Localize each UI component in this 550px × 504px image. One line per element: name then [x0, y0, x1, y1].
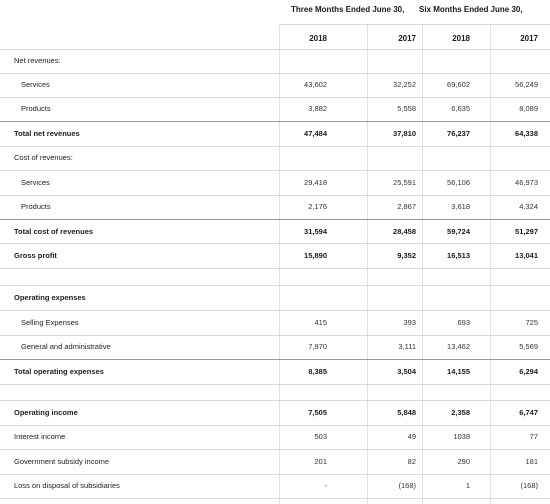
row-label: Gross profit [14, 251, 57, 260]
table-row-products-revenue [0, 97, 550, 121]
header-year-three-months-2018: 2018 [309, 34, 327, 43]
cell-value: 43,602 [304, 80, 327, 89]
cell-value: 2,176 [308, 202, 327, 211]
table-row-operating-income [0, 401, 550, 425]
cell-value: 503 [314, 432, 327, 441]
header-year-three-months-2017: 2017 [398, 34, 416, 43]
row-label: General and administrative [21, 342, 111, 351]
cell-value: - [324, 481, 327, 490]
cell-value: 3,111 [398, 342, 416, 351]
row-label: Total operating expenses [14, 367, 104, 376]
header-year-six-months-2017: 2017 [520, 34, 538, 43]
header-year-six-months-2018: 2018 [452, 34, 470, 43]
row-label: Cost of revenues: [14, 153, 73, 162]
cell-value: 82 [407, 457, 416, 466]
cell-value: 56,249 [515, 80, 538, 89]
cell-value: 181 [525, 457, 538, 466]
table-row-total-net-revenues [0, 122, 550, 146]
cell-value: 290 [457, 457, 470, 466]
row-label: Total cost of revenues [14, 227, 94, 236]
cell-value: 32,252 [393, 80, 416, 89]
cell-value: 7,505 [308, 408, 327, 417]
cell-value: 6,747 [519, 408, 538, 417]
row-label: Operating expenses [14, 293, 86, 302]
header-three-months: Three Months Ended June 30, [291, 5, 405, 14]
cell-value: 201 [314, 457, 327, 466]
row-label: Selling Expenses [21, 318, 79, 327]
row-label: Net revenues: [14, 56, 61, 65]
table-row-government-subsidy-income [0, 450, 550, 474]
cell-value: 46,973 [515, 178, 538, 187]
cell-value: 1 [465, 481, 470, 490]
cell-value: 3,504 [397, 367, 416, 376]
cell-value: 37,810 [393, 129, 416, 138]
table-row-operating-expenses [0, 286, 550, 310]
cell-value: 51,297 [515, 227, 538, 236]
cell-value: 13,462 [447, 342, 470, 351]
table-row-total-operating-expenses [0, 360, 550, 384]
cell-value: 69,602 [447, 80, 470, 89]
row-label: Products [21, 202, 51, 211]
cell-value: 9,352 [397, 251, 416, 260]
table-row-interest-income [0, 425, 550, 449]
cell-value: 28,458 [393, 227, 416, 236]
cell-value: 2,867 [397, 202, 416, 211]
table-row-general-administrative [0, 335, 550, 359]
cell-value: 47,484 [304, 129, 327, 138]
cell-value: 5,558 [397, 104, 416, 113]
cell-value: 16,513 [447, 251, 470, 260]
cell-value: 14,155 [447, 367, 470, 376]
cell-value: 1038 [453, 432, 470, 441]
cell-value: 3,618 [451, 202, 470, 211]
cell-value: 6,635 [451, 104, 470, 113]
table-row-services-revenue [0, 73, 550, 97]
table-row-gross-profit [0, 244, 550, 268]
cell-value: 693 [457, 318, 470, 327]
cell-value: 8,089 [519, 104, 538, 113]
cell-value: 5,569 [519, 342, 538, 351]
cell-value: 4,324 [519, 202, 538, 211]
row-label: Interest income [14, 432, 66, 441]
table-row-services-cost [0, 171, 550, 195]
cell-value: 77 [529, 432, 538, 441]
cell-value: 56,106 [447, 178, 470, 187]
cell-value: 3,882 [308, 104, 327, 113]
row-label: Total net revenues [14, 129, 80, 138]
table-row-net-revenues [0, 49, 550, 73]
row-divider [0, 498, 550, 499]
cell-value: 7,970 [308, 342, 327, 351]
cell-value: 64,338 [515, 129, 538, 138]
cell-value: 13,041 [515, 251, 538, 260]
table-row-cost-of-revenues [0, 146, 550, 170]
table-row-selling-expenses [0, 311, 550, 335]
cell-value: 5,848 [397, 408, 416, 417]
cell-value: 8,385 [308, 367, 327, 376]
cell-value: 49 [407, 432, 416, 441]
row-label: Loss on disposal of subsidiaries [14, 481, 120, 490]
row-label: Operating income [14, 408, 78, 417]
row-label: Services [21, 80, 50, 89]
row-label: Government subsidy income [14, 457, 110, 466]
table-row-total-cost-of-revenues [0, 220, 550, 244]
cell-value: 25,591 [393, 178, 416, 187]
cell-value: 76,237 [447, 129, 470, 138]
cell-value: 15,890 [304, 251, 327, 260]
row-label: Products [21, 104, 51, 113]
cell-value: 2,358 [451, 408, 470, 417]
row-divider [0, 268, 550, 269]
cell-value: 6,294 [519, 367, 538, 376]
cell-value: 393 [403, 318, 416, 327]
cell-value: 725 [525, 318, 538, 327]
header-divider [279, 24, 550, 25]
cell-value: 59,724 [447, 227, 470, 236]
row-label: Services [21, 178, 50, 187]
header-six-months: Six Months Ended June 30, [419, 5, 523, 14]
cell-value: 29,418 [304, 178, 327, 187]
cell-value: (168) [398, 481, 416, 490]
cell-value: 31,594 [304, 227, 327, 236]
row-divider [0, 384, 550, 385]
cell-value: (168) [520, 481, 538, 490]
table-row-loss-on-disposal [0, 474, 550, 498]
cell-value: 415 [314, 318, 327, 327]
table-row-products-cost [0, 195, 550, 219]
